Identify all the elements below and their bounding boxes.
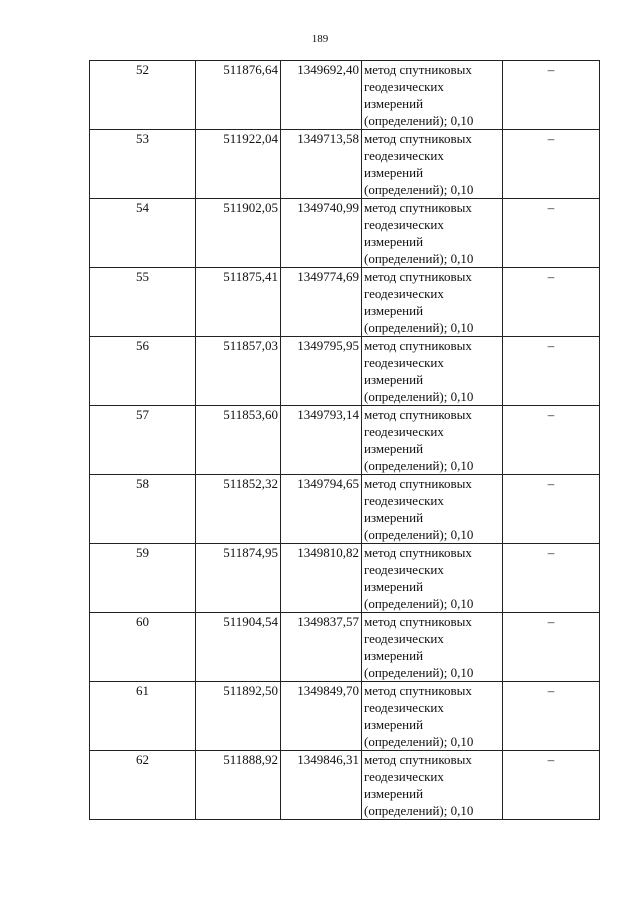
point-number-cell: 54: [90, 199, 196, 268]
table-row: [90, 544, 600, 613]
method-line: геодезических: [364, 769, 444, 784]
method-line: метод спутниковых: [364, 62, 472, 77]
y-coordinate-cell: 1349692,40: [281, 61, 362, 130]
y-coordinate-cell: 1349837,57: [281, 613, 362, 682]
x-coordinate-cell: 511852,32: [196, 475, 281, 544]
method-line: метод спутниковых: [364, 269, 472, 284]
method-line: геодезических: [364, 217, 444, 232]
method-line: измерений: [364, 510, 424, 525]
method-cell: [362, 268, 503, 337]
method-line: метод спутниковых: [364, 476, 472, 491]
method-line: измерений: [364, 303, 424, 318]
y-coordinate-cell: 1349810,82: [281, 544, 362, 613]
table-row: [90, 613, 600, 682]
x-coordinate-cell: 511902,05: [196, 199, 281, 268]
point-number-cell: 52: [90, 61, 196, 130]
table-row: [90, 337, 600, 406]
method-line: метод спутниковых: [364, 200, 472, 215]
coordinates-table: [89, 60, 600, 820]
point-number-cell: 58: [90, 475, 196, 544]
method-line: (определений); 0,10: [364, 803, 474, 818]
point-number-cell: 59: [90, 544, 196, 613]
method-line: (определений); 0,10: [364, 113, 474, 128]
x-coordinate-cell: 511853,60: [196, 406, 281, 475]
method-line: (определений); 0,10: [364, 389, 474, 404]
y-coordinate-cell: 1349849,70: [281, 682, 362, 751]
method-cell: [362, 199, 503, 268]
point-number-cell: 56: [90, 337, 196, 406]
note-cell: –: [503, 682, 600, 751]
method-line: (определений); 0,10: [364, 458, 474, 473]
x-coordinate-cell: 511922,04: [196, 130, 281, 199]
table-row: [90, 406, 600, 475]
table-row: [90, 268, 600, 337]
method-cell: [362, 544, 503, 613]
method-line: измерений: [364, 96, 424, 111]
method-line: измерений: [364, 372, 424, 387]
method-line: метод спутниковых: [364, 131, 472, 146]
method-cell: [362, 337, 503, 406]
y-coordinate-cell: 1349846,31: [281, 751, 362, 820]
method-cell: [362, 475, 503, 544]
page-number: 189: [311, 33, 329, 45]
point-number-cell: 61: [90, 682, 196, 751]
method-cell: [362, 130, 503, 199]
method-cell: [362, 61, 503, 130]
method-line: геодезических: [364, 562, 444, 577]
note-cell: –: [503, 475, 600, 544]
method-line: метод спутниковых: [364, 338, 472, 353]
x-coordinate-cell: 511874,95: [196, 544, 281, 613]
method-line: метод спутниковых: [364, 545, 472, 560]
method-line: (определений); 0,10: [364, 182, 474, 197]
point-number-cell: 57: [90, 406, 196, 475]
y-coordinate-cell: 1349774,69: [281, 268, 362, 337]
method-line: геодезических: [364, 355, 444, 370]
method-line: геодезических: [364, 286, 444, 301]
table-row: [90, 199, 600, 268]
note-cell: –: [503, 268, 600, 337]
table-row: [90, 475, 600, 544]
method-cell: [362, 406, 503, 475]
method-line: (определений); 0,10: [364, 527, 474, 542]
note-cell: –: [503, 613, 600, 682]
y-coordinate-cell: 1349740,99: [281, 199, 362, 268]
table-row: [90, 130, 600, 199]
method-line: метод спутниковых: [364, 683, 472, 698]
method-line: измерений: [364, 234, 424, 249]
x-coordinate-cell: 511888,92: [196, 751, 281, 820]
method-line: (определений); 0,10: [364, 251, 474, 266]
y-coordinate-cell: 1349793,14: [281, 406, 362, 475]
method-line: метод спутниковых: [364, 614, 472, 629]
x-coordinate-cell: 511857,03: [196, 337, 281, 406]
note-cell: –: [503, 199, 600, 268]
x-coordinate-cell: 511892,50: [196, 682, 281, 751]
note-cell: –: [503, 337, 600, 406]
method-line: измерений: [364, 165, 424, 180]
method-line: геодезических: [364, 700, 444, 715]
method-line: (определений); 0,10: [364, 320, 474, 335]
note-cell: –: [503, 544, 600, 613]
method-line: измерений: [364, 786, 424, 801]
method-line: (определений); 0,10: [364, 596, 474, 611]
x-coordinate-cell: 511876,64: [196, 61, 281, 130]
method-line: метод спутниковых: [364, 407, 472, 422]
method-line: метод спутниковых: [364, 752, 472, 767]
note-cell: –: [503, 751, 600, 820]
point-number-cell: 55: [90, 268, 196, 337]
method-line: измерений: [364, 441, 424, 456]
method-line: геодезических: [364, 79, 444, 94]
note-cell: –: [503, 406, 600, 475]
table-row: [90, 751, 600, 820]
method-line: геодезических: [364, 493, 444, 508]
point-number-cell: 53: [90, 130, 196, 199]
method-cell: [362, 613, 503, 682]
x-coordinate-cell: 511904,54: [196, 613, 281, 682]
method-line: геодезических: [364, 148, 444, 163]
y-coordinate-cell: 1349795,95: [281, 337, 362, 406]
method-line: (определений); 0,10: [364, 734, 474, 749]
point-number-cell: 60: [90, 613, 196, 682]
method-line: геодезических: [364, 424, 444, 439]
y-coordinate-cell: 1349713,58: [281, 130, 362, 199]
coordinates-table-body: [90, 61, 600, 820]
method-cell: [362, 751, 503, 820]
table-row: [90, 61, 600, 130]
note-cell: –: [503, 61, 600, 130]
table-row: [90, 682, 600, 751]
y-coordinate-cell: 1349794,65: [281, 475, 362, 544]
point-number-cell: 62: [90, 751, 196, 820]
method-line: (определений); 0,10: [364, 665, 474, 680]
method-line: измерений: [364, 717, 424, 732]
x-coordinate-cell: 511875,41: [196, 268, 281, 337]
method-line: геодезических: [364, 631, 444, 646]
note-cell: –: [503, 130, 600, 199]
method-line: измерений: [364, 579, 424, 594]
method-line: измерений: [364, 648, 424, 663]
method-cell: [362, 682, 503, 751]
